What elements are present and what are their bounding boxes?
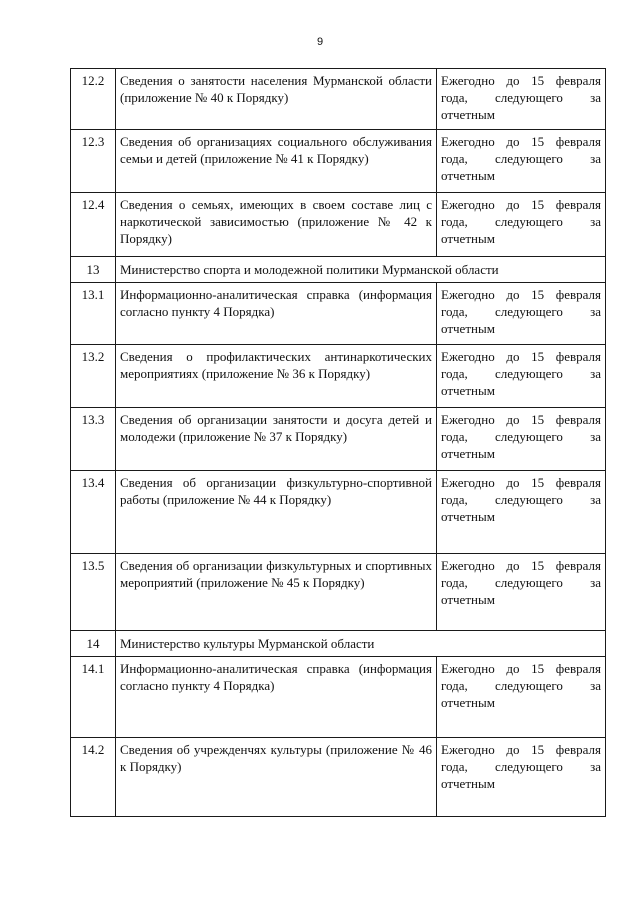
report-name: Сведения об организациях социального обслуживания семьи и детей (приложение № 41 к Порядку)	[116, 130, 437, 193]
report-deadline: Ежегодно до 15 февраля года, следующего за отчетным	[437, 554, 606, 631]
row-number: 13.1	[71, 283, 116, 345]
report-deadline: Ежегодно до 15 февраля года, следующего за отчетным	[437, 345, 606, 408]
table-row	[71, 471, 606, 554]
report-name: Информационно-аналитическая справка (информация согласно пункту 4 Порядка)	[116, 283, 437, 345]
row-number: 13.2	[71, 345, 116, 408]
report-name: Сведения об организации физкультурных и спортивных мероприятий (приложение № 45 к Порядку)	[116, 554, 437, 631]
report-name: Сведения о семьях, имеющих в своем составе лиц с наркотической зависимостью (приложение № 42 к Порядку)	[116, 193, 437, 257]
table-row	[71, 554, 606, 631]
row-number: 14.2	[71, 738, 116, 817]
report-deadline: Ежегодно до 15 февраля года, следующего за отчетным	[437, 738, 606, 817]
report-deadline: Ежегодно до 15 февраля года, следующего за отчетным	[437, 130, 606, 193]
row-number: 12.3	[71, 130, 116, 193]
report-deadline: Ежегодно до 15 февраля года, следующего за отчетным	[437, 193, 606, 257]
row-number: 13.5	[71, 554, 116, 631]
table-row	[71, 345, 606, 408]
report-deadline: Ежегодно до 15 февраля года, следующего за отчетным	[437, 471, 606, 554]
row-number: 13.4	[71, 471, 116, 554]
table-row	[71, 193, 606, 257]
section-title: Министерство спорта и молодежной политики Мурманской области	[116, 257, 606, 283]
section-row	[71, 631, 606, 657]
row-number: 12.4	[71, 193, 116, 257]
report-name: Информационно-аналитическая справка (информация согласно пункту 4 Порядка)	[116, 657, 437, 738]
report-name: Сведения о профилактических антинаркотических мероприятиях (приложение № 36 к Порядку)	[116, 345, 437, 408]
row-number: 14.1	[71, 657, 116, 738]
report-name: Сведения о занятости населения Мурманской области (приложение № 40 к Порядку)	[116, 69, 437, 130]
report-name: Сведения об организации занятости и досуга детей и молодежи (приложение № 37 к Порядку)	[116, 408, 437, 471]
table-row	[71, 283, 606, 345]
table-row	[71, 657, 606, 738]
report-deadline: Ежегодно до 15 февраля года, следующего за отчетным	[437, 408, 606, 471]
row-number: 12.2	[71, 69, 116, 130]
report-deadline: Ежегодно до 15 февраля года, следующего за отчетным	[437, 283, 606, 345]
report-name: Сведения об организации физкультурно-спортивной работы (приложение № 44 к Порядку)	[116, 471, 437, 554]
table-row	[71, 738, 606, 817]
table-row	[71, 130, 606, 193]
report-deadline: Ежегодно до 15 февраля года, следующего за отчетным	[437, 69, 606, 130]
row-number: 13.3	[71, 408, 116, 471]
section-number: 13	[71, 257, 116, 283]
report-deadline: Ежегодно до 15 февраля года, следующего за отчетным	[437, 657, 606, 738]
section-number: 14	[71, 631, 116, 657]
section-row	[71, 257, 606, 283]
table-row	[71, 69, 606, 130]
section-title: Министерство культуры Мурманской области	[116, 631, 606, 657]
reporting-table	[70, 68, 606, 817]
report-name: Сведения об учрежденчях культуры (приложение № 46 к Порядку)	[116, 738, 437, 817]
page-number: 9	[316, 36, 324, 48]
table-row	[71, 408, 606, 471]
